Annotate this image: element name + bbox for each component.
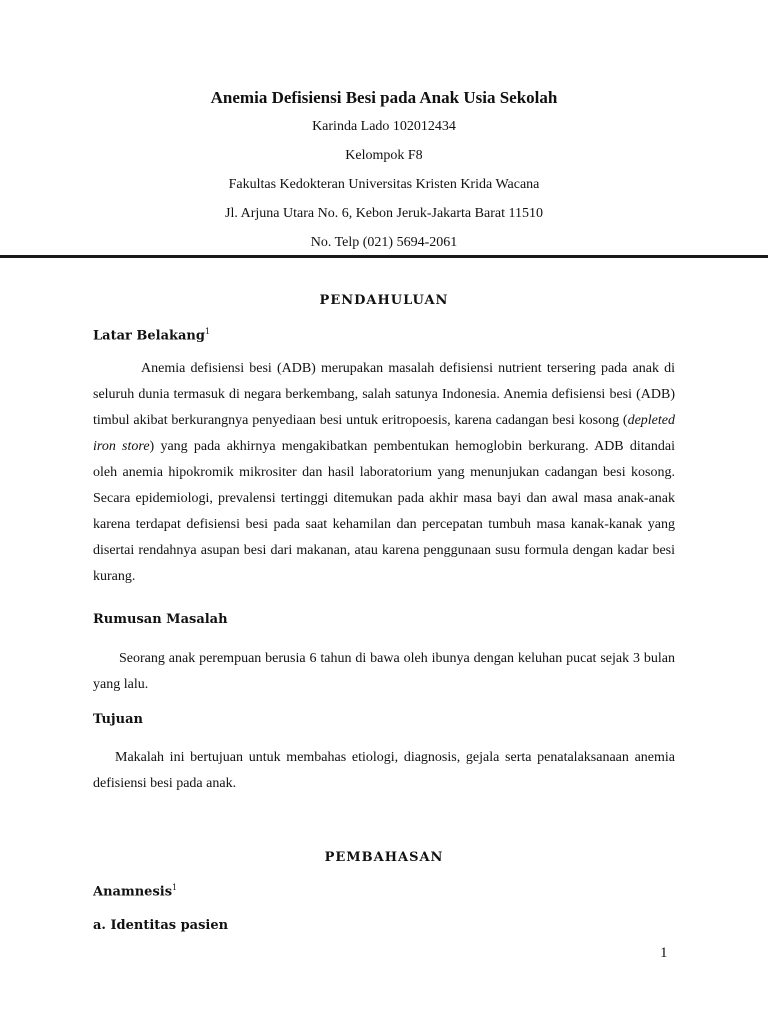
faculty-line: Fakultas Kedokteran Universitas Kristen Krida Wacana	[228, 177, 540, 192]
paragraph-latar-belakang	[93, 356, 675, 590]
subheading-anamnesis	[93, 883, 177, 899]
document-header	[0, 84, 768, 257]
reference-marker: 1	[204, 327, 211, 336]
address-line: Jl. Arjuna Utara No. 6, Kebon Jeruk-Jakarta Barat 11510	[225, 206, 543, 221]
author-line: Karinda Lado 102012434	[312, 119, 456, 134]
reference-marker: 1	[172, 883, 178, 892]
section-title-pendahuluan: PENDAHULUAN	[319, 293, 449, 308]
subheading-rumusan-masalah: Rumusan Masalah	[93, 612, 228, 627]
page-number: 1	[660, 945, 668, 961]
header-divider	[0, 255, 768, 258]
subheading-identitas-pasien: a. Identitas pasien	[93, 918, 229, 933]
italic-term: depleted iron store	[93, 413, 675, 454]
document-title: Anemia Defisiensi Besi pada Anak Usia Sekolah	[210, 88, 558, 107]
subheading-latar-belakang	[93, 327, 210, 343]
paragraph-rumusan-masalah: Seorang anak perempuan berusia 6 tahun di bawa oleh ibunya dengan keluhan pucat sejak 3 bulan yang lalu.	[93, 651, 675, 692]
paragraph-latar-belakang-part2: ) yang pada akhirnya mengakibatkan pembentukan hemoglobin berkurang. ADB ditandai oleh anemia hipokromik mikrositer dan hasil laboratorium yang menunjukan cadangan besi kosong. Secara epidemiologi, prevalensi tertinggi ditemukan pada akhir masa bayi dan awal masa anak-anak karena terdapat defisiensi besi pada saat kehamilan dan percepatan tumbuh masa kanak-kanak yang disertai rendahnya asupan besi dari makanan, atau karena penggunaan susu formula dengan kadar besi kurang.	[93, 439, 675, 584]
phone-line: No. Telp (021) 5694-2061	[310, 235, 458, 250]
subheading-latar-belakang-label: Latar Belakang	[93, 328, 205, 344]
subheading-anamnesis-label: Anamnesis	[93, 884, 173, 900]
subheading-tujuan: Tujuan	[93, 712, 143, 727]
paragraph-latar-belakang-part1: Anemia defisiensi besi (ADB) merupakan masalah defisiensi nutrient tersering pada anak di seluruh dunia termasuk di negara berkembang, salah satunya Indonesia. Anemia defisiensi besi (ADB) timbul akibat berkurangnya penyediaan besi untuk eritropoesis, karena cadangan besi kosong (	[93, 361, 675, 428]
group-line: Kelompok F8	[345, 148, 423, 163]
paragraph-tujuan: Makalah ini bertujuan untuk membahas etiologi, diagnosis, gejala serta penatalaksanaan anemia defisiensi besi pada anak.	[93, 750, 675, 791]
section-title-pembahasan: PEMBAHASAN	[324, 850, 444, 865]
